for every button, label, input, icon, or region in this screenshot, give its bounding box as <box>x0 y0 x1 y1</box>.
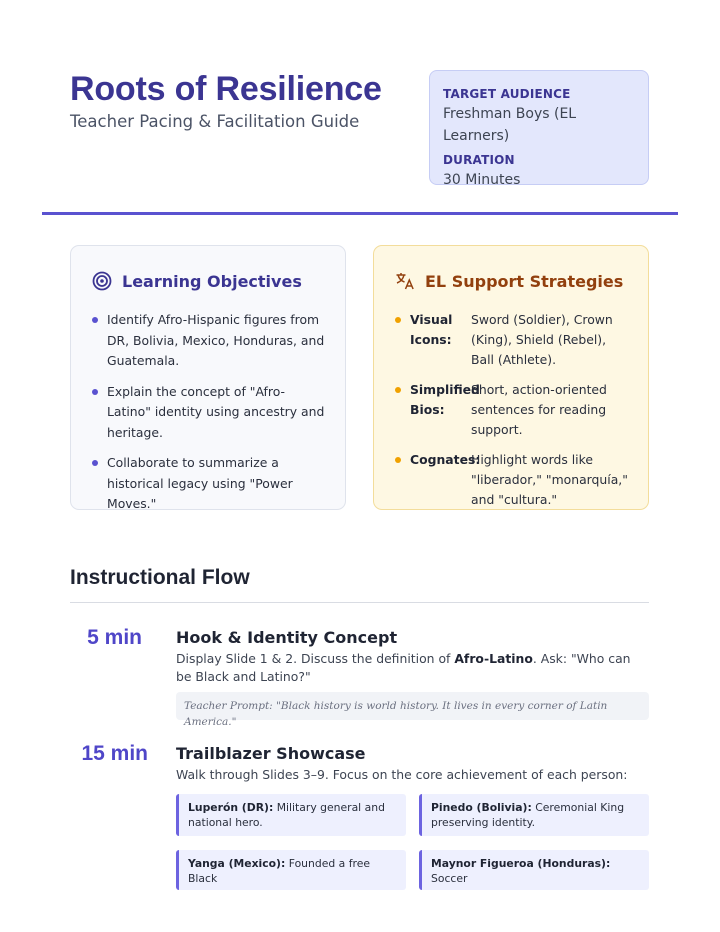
step-description: Walk through Slides 3–9. Focus on the core achievement of each person: <box>176 767 628 782</box>
page-subtitle: Teacher Pacing & Facilitation Guide <box>70 112 360 131</box>
el-support-title: EL Support Strategies <box>425 271 624 291</box>
learning-objectives-card <box>70 245 346 510</box>
el-strategy-term: Simplified Bios: <box>410 382 480 417</box>
objectives-list <box>91 310 325 515</box>
step-description: Display Slide 1 & 2. Discuss the definition of Afro-Latino. Ask: "Who can be Black and Latino?" <box>176 651 631 684</box>
meta-info-box <box>429 70 649 188</box>
duration-label: DURATION <box>443 153 515 167</box>
objectives-title: Learning Objectives <box>122 271 302 291</box>
objectives-heading <box>91 268 325 294</box>
el-strategy-desc: Sword (Soldier), Crown (King), Shield (Rebel), Ball (Athlete). <box>471 312 613 367</box>
page-title: Roots of Resilience <box>70 70 382 108</box>
step-time: 15 min <box>81 742 148 765</box>
el-support-card <box>373 245 649 510</box>
audience-value: Freshman Boys (EL Learners) <box>443 106 577 144</box>
target-icon <box>91 270 113 292</box>
audience-label: TARGET AUDIENCE <box>443 87 571 101</box>
objective-item: Explain the concept of "Afro-Latino" identity using ancestry and heritage. <box>91 382 325 444</box>
el-strategy-item <box>394 450 628 510</box>
figure-card: Luperón (DR): Military general and national hero. <box>176 794 406 836</box>
objective-item: Collaborate to summarize a historical legacy using "Power Moves." <box>91 453 325 515</box>
objective-item: Identify Afro-Hispanic figures from DR, Bolivia, Mexico, Honduras, and Guatemala. <box>91 310 325 372</box>
teacher-prompt: Teacher Prompt: "Black history is world history. It lives in every corner of Latin America." <box>176 692 649 720</box>
el-strategy-desc: Short, action-oriented sentences for reading support. <box>471 382 607 437</box>
step-time: 5 min <box>87 626 142 649</box>
figure-card: Pinedo (Bolivia): Ceremonial King preserving identity. <box>419 794 649 836</box>
step-title: Trailblazer Showcase <box>176 744 366 763</box>
el-strategy-item <box>394 380 628 440</box>
translate-icon <box>394 270 416 292</box>
el-strategy-desc: Highlight words like "liberador," "monarquía," and "cultura." <box>471 452 628 507</box>
el-strategy-term: Visual Icons: <box>410 312 453 347</box>
figure-card: Maynor Figueroa (Honduras): Soccer <box>419 850 649 890</box>
el-strategy-term: Cognates: <box>410 452 481 467</box>
section-divider <box>70 602 649 603</box>
figure-card: Yanga (Mexico): Founded a free Black <box>176 850 406 890</box>
step-title: Hook & Identity Concept <box>176 628 398 647</box>
section-title: Instructional Flow <box>70 566 250 589</box>
header-divider <box>42 212 678 215</box>
el-strategy-item <box>394 310 628 370</box>
duration-value: 30 Minutes <box>443 172 521 188</box>
el-support-heading <box>394 268 628 294</box>
